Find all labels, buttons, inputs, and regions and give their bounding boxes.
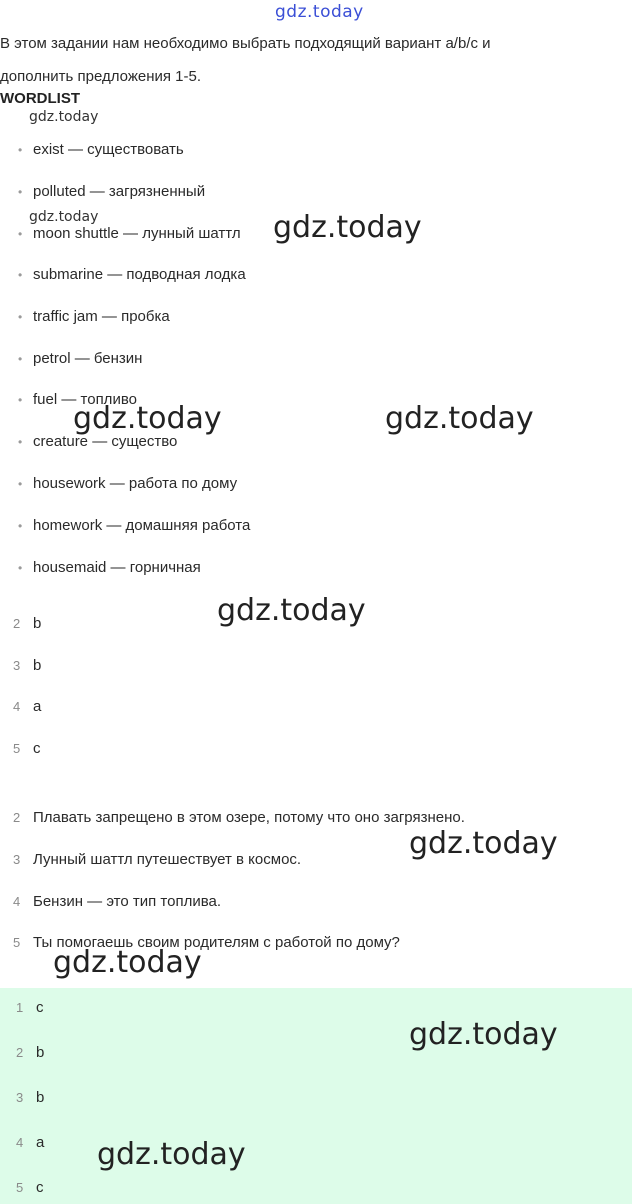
answer-row [16, 1089, 44, 1106]
answer-value: c [36, 1179, 44, 1196]
translation-number: 2 [13, 810, 21, 825]
list-item-text: homework — домашняя работа [33, 517, 251, 534]
answer-value: a [36, 1134, 45, 1151]
bullet-icon: • [18, 227, 23, 241]
translation-text: Ты помогаешь своим родителям с работой по дому? [33, 934, 400, 951]
answer-number: 2 [16, 1045, 24, 1060]
watermark: gdz.today [97, 1137, 246, 1172]
bullet-icon: • [18, 477, 23, 491]
list-item [18, 517, 250, 534]
list-item-text: exist — существовать [33, 141, 184, 158]
answer-value: a [33, 698, 42, 715]
intro-text [0, 27, 600, 93]
answer-number: 5 [16, 1180, 24, 1195]
translation-number: 5 [13, 935, 21, 950]
watermark-small-1: gdz.today [29, 109, 99, 125]
list-item-text: submarine — подводная лодка [33, 266, 246, 283]
list-item-text: moon shuttle — лунный шаттл [33, 225, 241, 242]
watermark-small-2: gdz.today [29, 209, 99, 225]
translation-text: Плавать запрещено в этом озере, потому что оно загрязнено. [33, 809, 465, 826]
translation-row [13, 851, 301, 868]
translation-text: Бензин — это тип топлива. [33, 893, 222, 910]
answer-value: c [33, 740, 41, 757]
answer-row [13, 615, 41, 632]
bullet-icon: • [18, 561, 23, 575]
list-item-text: creature — существо [33, 433, 178, 450]
answer-row [16, 999, 44, 1016]
bullet-icon: • [18, 393, 23, 407]
watermark: gdz.today [409, 1017, 558, 1052]
bullet-icon: • [18, 268, 23, 282]
list-item-text: traffic jam — пробка [33, 308, 170, 325]
translation-row [13, 893, 221, 910]
list-item [18, 559, 201, 576]
watermark: gdz.today [217, 593, 366, 628]
list-item [18, 183, 205, 200]
list-item-text: petrol — бензин [33, 350, 143, 367]
answer-number: 1 [16, 1000, 24, 1015]
answer-value: b [33, 657, 42, 674]
bullet-icon: • [18, 352, 23, 366]
watermark: gdz.today [385, 401, 534, 436]
bullet-icon: • [18, 519, 23, 533]
bullet-icon: • [18, 310, 23, 324]
answer-value: c [36, 999, 44, 1016]
bullet-icon: • [18, 185, 23, 199]
answer-row [13, 740, 41, 757]
translation-row [13, 809, 465, 826]
answer-number: 3 [13, 658, 21, 673]
translation-text: Лунный шаттл путешествует в космос. [33, 851, 302, 868]
list-item-text: fuel — топливо [33, 391, 137, 408]
answer-row [16, 1134, 44, 1151]
list-item-text: polluted — загрязненный [33, 183, 206, 200]
answer-value: b [36, 1044, 45, 1061]
list-item [18, 475, 237, 492]
watermark: gdz.today [409, 826, 558, 861]
watermark-top: gdz.today [275, 2, 364, 22]
watermark: gdz.today [73, 401, 222, 436]
answer-row [13, 657, 41, 674]
list-item-text: housemaid — горничная [33, 559, 201, 576]
watermark: gdz.today [53, 945, 202, 980]
list-item [18, 350, 142, 367]
bullet-icon: • [18, 143, 23, 157]
list-item [18, 225, 241, 242]
list-item-text: housework — работа по дому [33, 475, 238, 492]
bullet-icon: • [18, 435, 23, 449]
watermark: gdz.today [273, 210, 422, 245]
answer-row [16, 1179, 44, 1196]
answer-row [13, 698, 41, 715]
answer-number: 4 [13, 699, 21, 714]
answer-row [16, 1044, 44, 1061]
list-item [18, 308, 170, 325]
answer-value: b [36, 1089, 45, 1106]
wordlist-heading: WORDLIST [0, 90, 80, 107]
answer-number: 3 [16, 1090, 24, 1105]
answer-number: 2 [13, 616, 21, 631]
translation-number: 4 [13, 894, 21, 909]
intro-line-1: В этом задании нам необходимо выбрать подходящий вариант a/b/c и [0, 35, 491, 52]
answer-number: 4 [16, 1135, 24, 1150]
intro-line-2: дополнить предложения 1-5. [0, 68, 201, 85]
list-item [18, 141, 184, 158]
answer-number: 5 [13, 741, 21, 756]
list-item [18, 266, 246, 283]
translation-number: 3 [13, 852, 21, 867]
answer-value: b [33, 615, 42, 632]
